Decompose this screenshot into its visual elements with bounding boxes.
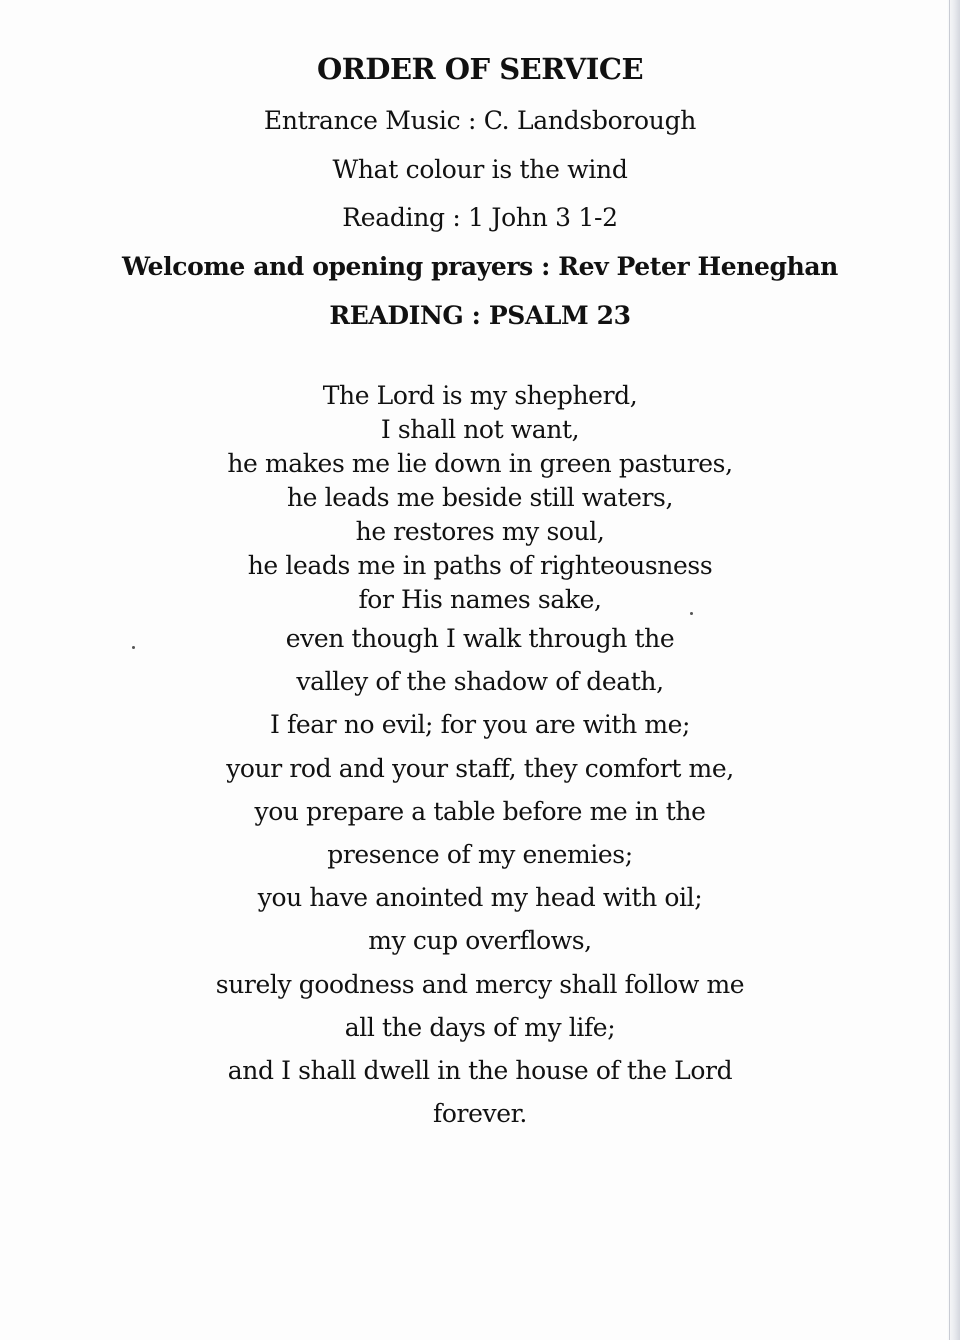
song-title: What colour is the wind	[332, 155, 628, 184]
entrance-music: Entrance Music : C. Landsborough	[263, 106, 697, 135]
psalm-line: all the days of my life;	[344, 1013, 616, 1042]
psalm-line: you have anointed my head with oil;	[257, 883, 703, 912]
psalm-line: he leads me beside still waters,	[286, 483, 674, 512]
psalm-line: your rod and your staff, they comfort me,	[226, 754, 734, 783]
psalm-line: even though I walk through the	[285, 624, 675, 653]
psalm-line: I shall not want,	[380, 415, 580, 444]
welcome-prayers: Welcome and opening prayers : Rev Peter Heneghan	[122, 252, 838, 281]
psalm-line: surely goodness and mercy shall follow me	[215, 970, 745, 999]
psalm-line: I fear no evil; for you are with me;	[269, 710, 691, 739]
scan-speck	[690, 612, 693, 615]
psalm-line: he makes me lie down in green pastures,	[227, 449, 733, 478]
psalm-line: for His names sake,	[358, 585, 602, 614]
psalm-line: he leads me in paths of righteousness	[247, 551, 713, 580]
psalm-line: forever.	[433, 1099, 527, 1128]
scan-speck	[132, 646, 135, 649]
psalm-line: he restores my soul,	[355, 517, 605, 546]
psalm-line: my cup overflows,	[368, 926, 592, 955]
page-title: ORDER OF SERVICE	[316, 52, 644, 86]
psalm-line: presence of my enemies;	[327, 840, 633, 869]
psalm-line: The Lord is my shepherd,	[322, 381, 638, 410]
psalm-line: and I shall dwell in the house of the Lord	[227, 1056, 733, 1085]
first-reading: Reading : 1 John 3 1-2	[342, 203, 618, 232]
psalm-heading: READING : PSALM 23	[329, 301, 631, 330]
psalm-line: valley of the shadow of death,	[296, 667, 664, 696]
psalm-line: you prepare a table before me in the	[254, 797, 706, 826]
